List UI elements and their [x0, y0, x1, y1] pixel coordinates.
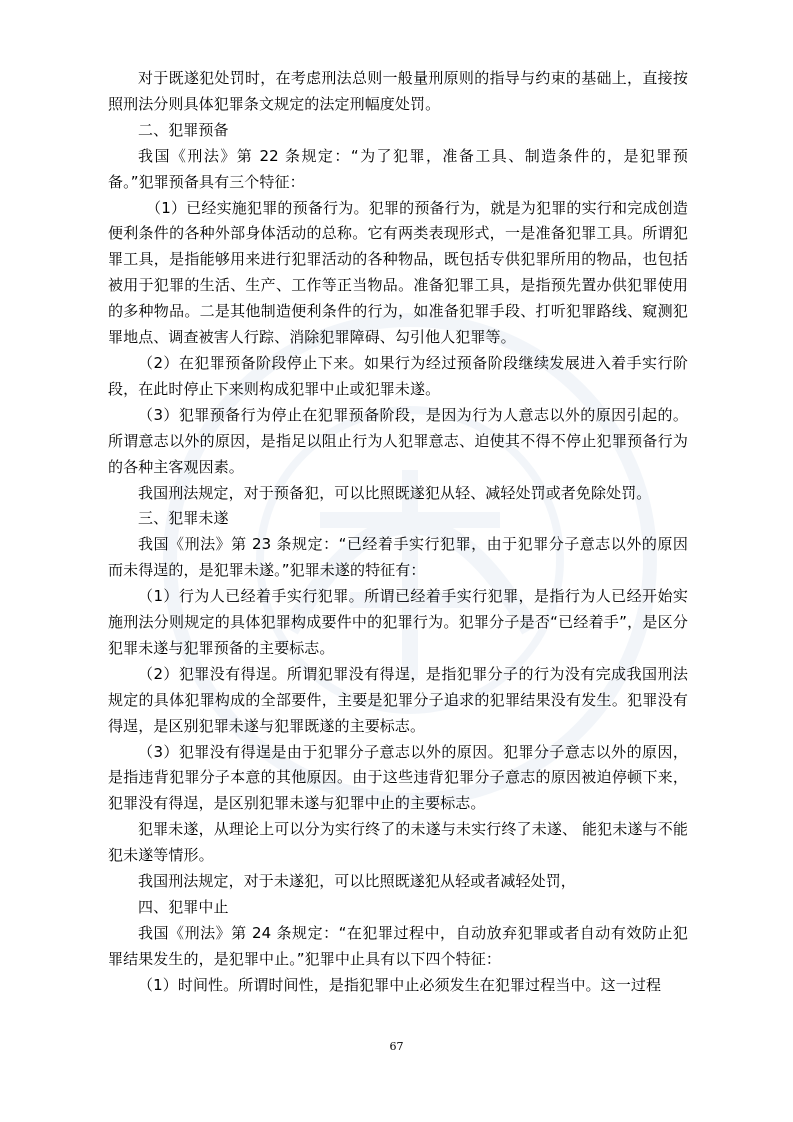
paragraph: 我国刑法规定，对于预备犯，可以比照既遂犯从轻、减轻处罚或者免除处罚。 — [138, 483, 652, 502]
section-heading: 四、犯罪中止 — [138, 898, 229, 916]
paragraph: （2）在犯罪预备阶段停止下来。如果行为经过预备阶段继续发展进入着手实行阶段，在此时停止下来则构成犯罪中止或犯罪未遂。 — [108, 353, 688, 398]
paragraph: （3）犯罪没有得逞是由于犯罪分子意志以外的原因。犯罪分子意志以外的原因，是指违背犯罪分子本意的其他原因。由于这些违背犯罪分子意志的原因被迫停顿下来，犯罪没有得逞，是区别犯罪未遂与犯罪中止的主要标志。 — [108, 742, 688, 813]
page-number: 67 — [389, 1040, 404, 1053]
body-text — [108, 66, 688, 999]
section-heading: 二、犯罪预备 — [138, 120, 229, 139]
paragraph: 对于既遂犯处罚时，在考虑刑法总则一般量刑原则的指导与约束的基础上，直接按照刑法分则具体犯罪条文规定的法定刑幅度处罚。 — [108, 69, 688, 113]
paragraph: （1）时间性。所谓时间性，是指犯罪中止必须发生在犯罪过程当中。这一过程 — [138, 975, 662, 994]
paragraph: （3）犯罪预备行为停止在犯罪预备阶段，是因为行为人意志以外的原因引起的。所谓意志以外的原因，是指足以阻止行为人犯罪意志、迫使其不得不停止犯罪预备行为的各种主客观因素。 — [108, 405, 688, 476]
paragraph: 犯罪未遂，从理论上可以分为实行终了的未遂与未实行终了未遂、 能犯未遂与不能犯未遂等情形。 — [108, 820, 688, 865]
paragraph: 我国《刑法》第 24 条规定：“在犯罪过程中，自动放弃犯罪或者自动有效防止犯罪结果发生的，是犯罪中止。”犯罪中止具有以下四个特征： — [108, 923, 688, 968]
paragraph: 我国《刑法》第 22 条规定：“为了犯罪，准备工具、制造条件的，是犯罪预备。”犯罪预备具有三个特征： — [108, 146, 688, 191]
paragraph: （1）行为人已经着手实行犯罪。所谓已经着手实行犯罪，是指行为人已经开始实施刑法分则规定的具体犯罪构成要件中的犯罪行为。犯罪分子是否“已经着手”，是区分犯罪未遂与犯罪预备的主要标志。 — [108, 587, 688, 657]
paragraph: （1）已经实施犯罪的预备行为。犯罪的预备行为，就是为犯罪的实行和完成创造便利条件的各种外部身体活动的总称。它有两类表现形式，一是准备犯罪工具。所谓犯罪工具，是指能够用来进行犯罪活动的各种物品，既包括专供犯罪所用的物品，也包括被用于犯罪的生活、生产、工作等正当物品。准备犯罪工具，是指预先置办供犯罪使用的多种物品。二是其他制造便利条件的行为，如准备犯罪手段、打听犯罪路线、窥测犯罪地点、调查被害人行踪、消除犯罪障碍、勾引他人犯罪等。 — [108, 198, 688, 347]
section-heading: 三、犯罪未遂 — [138, 509, 229, 528]
paragraph: （2）犯罪没有得逞。所谓犯罪没有得逞，是指犯罪分子的行为没有完成我国刑法规定的具体犯罪构成的全部要件，主要是犯罪分子追求的犯罪结果没有发生。犯罪没有得逞，是区别犯罪未遂与犯罪既遂的主要标志。 — [108, 664, 688, 735]
paragraph: 我国《刑法》第 23 条规定：“已经着手实行犯罪，由于犯罪分子意志以外的原因而未得逞的，是犯罪未遂。”犯罪未遂的特征有： — [108, 535, 688, 580]
paragraph: 我国刑法规定，对于未遂犯，可以比照既遂犯从轻或者减轻处罚， — [138, 872, 576, 891]
